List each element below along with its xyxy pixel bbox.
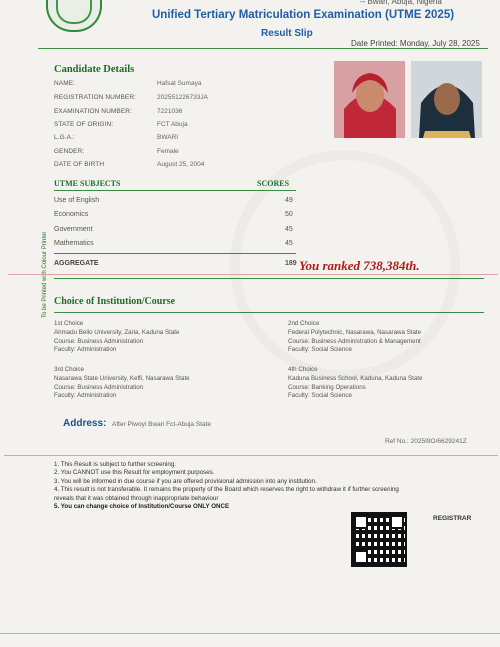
choice-course: Course: Business Administration	[54, 337, 144, 345]
subject-name: Use of English	[54, 197, 100, 204]
address-value: After Piwoyi Bwari Fct-Abuja State	[112, 421, 211, 428]
choice-course: Course: Banking Operations	[288, 383, 366, 391]
scores-heading: SCORES	[257, 179, 290, 188]
subject-score: 49	[285, 197, 293, 204]
choice-faculty: Faculty: Social Science	[288, 392, 352, 400]
choice-institution: Federal Polytechnic, Nasarawa, Nasarawa State	[288, 328, 422, 336]
aggregate-score: 189	[285, 260, 297, 267]
aggregate-label: AGGREGATE	[54, 260, 99, 267]
third-choice-block	[54, 366, 190, 401]
note-item: 4. This result is not transferable. It remains the property of the Board which reserves the right to withdraw it if further screening	[54, 486, 399, 494]
red-divider	[8, 274, 498, 275]
rank-note: You ranked 738,384th.	[299, 258, 420, 273]
registration-number-value: 202551226733JA	[157, 94, 208, 101]
qr-code	[351, 512, 407, 567]
note-item: 2. You CANNOT use this Result for employment purposes.	[54, 469, 215, 477]
note-item: reveals that it was obtained through inappropriate behaviour	[54, 494, 219, 502]
jamb-logo	[46, 0, 102, 32]
red-divider	[0, 633, 500, 634]
gender-label: GENDER:	[54, 148, 85, 155]
choice-title: 4th Choice	[288, 366, 318, 373]
choice-faculty: Faculty: Administration	[54, 392, 117, 400]
candidate-capture-photo	[411, 61, 482, 138]
name-label: NAME:	[54, 80, 76, 87]
choices-divider	[54, 312, 484, 313]
aggregate-divider	[54, 253, 296, 254]
choice-faculty: Faculty: Social Science	[288, 346, 352, 354]
choice-institution: Ahmadu Bello University, Zaria, Kaduna State	[54, 328, 180, 336]
header-divider	[38, 48, 488, 49]
registration-number-label: REGISTRATION NUMBER:	[54, 94, 137, 101]
document-subtitle: Result Slip	[261, 28, 313, 39]
note-item: 3. You will be informed in due course if you are offered provisional admission into any institution.	[54, 477, 317, 485]
candidate-photo	[334, 61, 405, 138]
subjects-divider	[54, 190, 296, 191]
note-item: 5. You can change choice of Institution/Course ONLY ONCE	[54, 503, 230, 511]
utme-subjects-heading: UTME SUBJECTS	[54, 179, 121, 188]
reference-number: Ref No.: 2025I9O/6629241Z	[385, 438, 467, 445]
note-item: 1. This Result is subject to further screening.	[54, 461, 176, 468]
examination-number-label: EXAMINATION NUMBER:	[54, 108, 132, 115]
first-choice-block	[54, 320, 179, 355]
date-of-birth-value: August 25, 2004	[157, 161, 205, 168]
name-value: Hafsat Sumaya	[157, 80, 202, 87]
choice-title: 1st Choice	[54, 320, 84, 327]
candidate-details-heading: Candidate Details	[54, 64, 135, 75]
address-label: Address:	[63, 418, 107, 429]
notes-list	[54, 461, 399, 511]
red-divider	[4, 455, 498, 456]
date-of-birth-label: DATE OF BIRTH	[54, 161, 105, 168]
lga-label: L.G.A.:	[54, 134, 75, 141]
subject-name: Economics	[54, 211, 89, 218]
fourth-choice-block	[288, 366, 423, 401]
choice-institution: Nasarawa State University, Keffi, Nasarawa State	[54, 374, 190, 382]
choice-title: 2nd Choice	[288, 320, 320, 327]
state-of-origin-value: FCT Abuja	[157, 121, 188, 128]
state-of-origin-label: STATE OF ORIGIN:	[54, 121, 114, 128]
second-choice-block	[288, 320, 421, 355]
choice-of-institution-heading: Choice of Institution/Course	[54, 296, 176, 307]
subject-name: Mathematics	[54, 240, 94, 247]
subject-name: Government	[54, 226, 93, 233]
subject-score: 45	[285, 240, 293, 247]
choice-course: Course: Business Administration & Management	[288, 337, 421, 345]
section-divider	[54, 278, 484, 279]
registrar-label: REGISTRAR	[433, 515, 472, 522]
subject-score: 45	[285, 226, 293, 233]
board-address: -- Bwari, Abuja, Nigeria	[360, 0, 442, 6]
examination-number-value: 7221036	[157, 108, 183, 115]
choice-course: Course: Business Administration	[54, 383, 144, 391]
exam-title: Unified Tertiary Matriculation Examination (UTME 2025)	[152, 9, 455, 21]
choice-faculty: Faculty: Administration	[54, 346, 117, 354]
choice-title: 3rd Choice	[54, 366, 84, 373]
date-printed: Date Printed: Monday, July 28, 2025	[351, 39, 480, 48]
gender-value: Female	[157, 148, 179, 155]
lga-value: BWARI	[157, 134, 179, 141]
subject-score: 50	[285, 211, 293, 218]
choice-institution: Kaduna Business School, Kaduna, Kaduna State	[288, 374, 423, 382]
